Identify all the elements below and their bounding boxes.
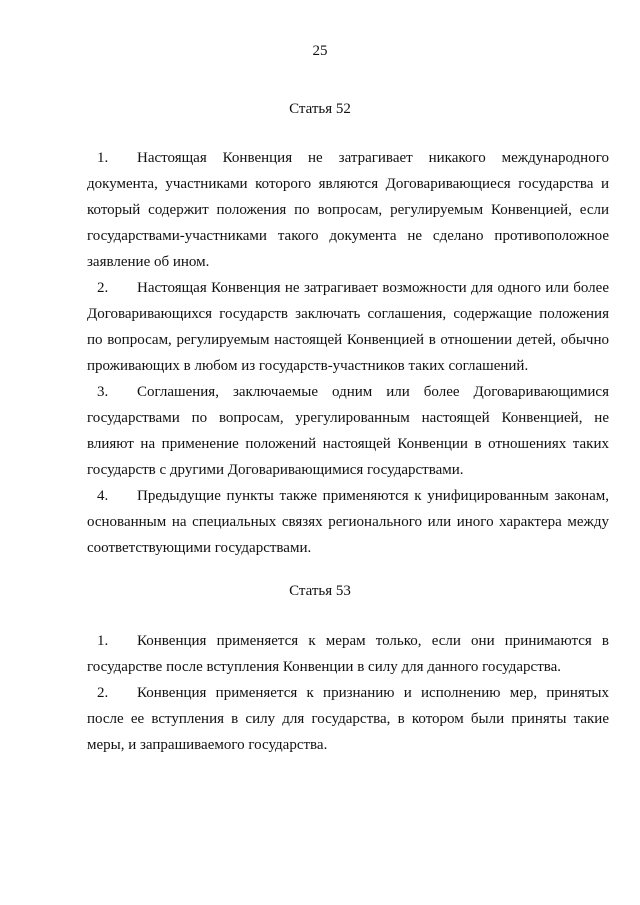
article-52-title: Статья 52 (289, 101, 351, 117)
paragraph-text: Соглашения, заключаемые одним или более Договаривающимися государствами по вопросам, урегулированным настоящей Конвенцией, не влияют на применение положений настоящей Конвенции в отношениях таких государств с другими Договаривающимися государствами. (87, 384, 609, 478)
paragraph-text: Настоящая Конвенция не затрагивает возможности для одного или более Договаривающихся государств заключать соглашения, содержащие положения по вопросам, регулируемым настоящей Конвенцией в отношении детей, обычно проживающих в любом из государств-участников таких соглашений. (87, 280, 609, 374)
paragraph-number: 2. (97, 685, 109, 701)
paragraph-number: 3. (97, 384, 109, 400)
article-53-title: Статья 53 (289, 583, 351, 599)
article-53-paragraph-2 (87, 680, 609, 758)
paragraph-number: 1. (97, 633, 109, 649)
article-52-paragraph-2 (87, 275, 609, 379)
article-52-body (87, 145, 609, 561)
paragraph-number: 2. (97, 280, 109, 296)
article-53-paragraph-1 (87, 628, 609, 680)
paragraph-text: Конвенция применяется к мерам только, если они принимаются в государстве после вступления Конвенции в силу для данного государства. (87, 633, 609, 675)
page-number: 25 (312, 43, 328, 59)
paragraph-number: 1. (97, 150, 109, 166)
article-52-paragraph-3 (87, 379, 609, 483)
paragraph-text: Предыдущие пункты также применяются к унифицированным законам, основанным на специальных связях регионального или иного характера между соответствующими государствами. (87, 488, 609, 556)
article-52-paragraph-4 (87, 483, 609, 561)
article-53-body (87, 628, 609, 758)
paragraph-text: Конвенция применяется к признанию и исполнению мер, принятых после ее вступления в силу для государства, в котором были приняты такие меры, и запрашиваемого государства. (87, 685, 609, 753)
paragraph-text: Настоящая Конвенция не затрагивает никакого международного документа, участниками которого являются Договаривающиеся государства и который содержит положения по вопросам, регулируемым Конвенцией, если государствами-участниками такого документа не сделано противоположное заявление об ином. (87, 150, 609, 270)
paragraph-number: 4. (97, 488, 109, 504)
article-52-paragraph-1 (87, 145, 609, 275)
